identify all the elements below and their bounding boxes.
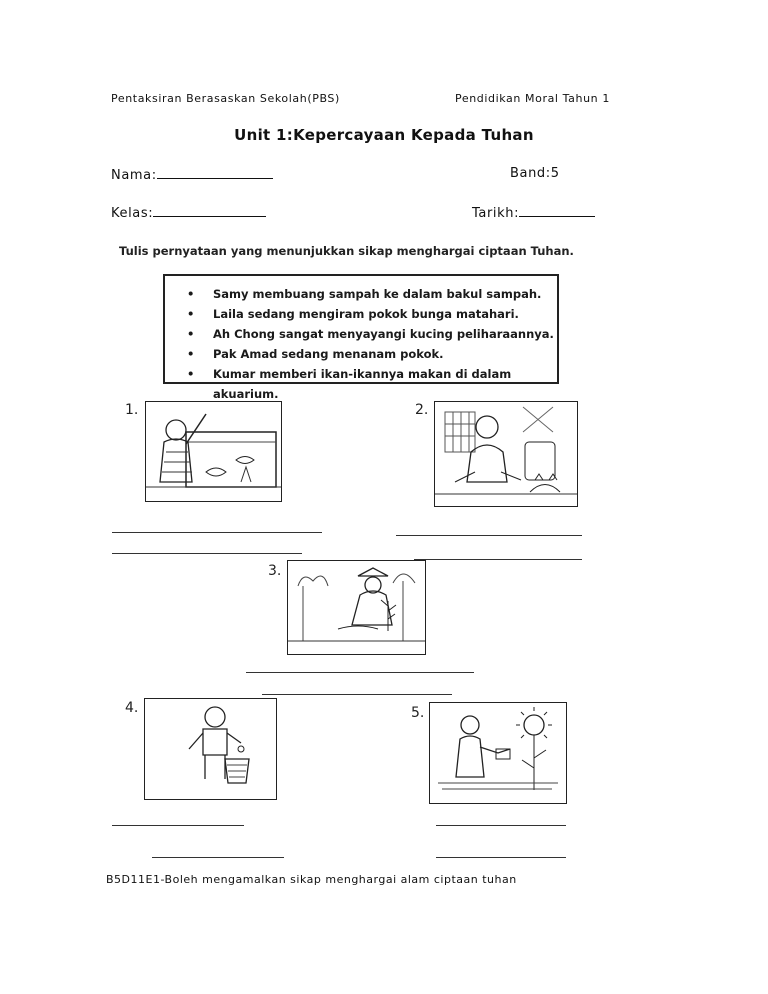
picture-number-1: 1. (125, 402, 139, 418)
tarikh-label: Tarikh: (472, 206, 520, 221)
page-title: Unit 1:Kepercayaan Kepada Tuhan (234, 126, 534, 144)
statement-item: • Laila sedang mengiram pokok bunga matahari. (213, 304, 557, 324)
statement-item: • Samy membuang sampah ke dalam bakul sampah. (213, 284, 557, 304)
statement-item: • Kumar memberi ikan-ikannya makan di dalam akuarium. (213, 364, 557, 404)
tarikh-field[interactable] (472, 204, 595, 221)
statement-box (163, 274, 559, 401)
answer-line-4a[interactable] (112, 825, 244, 826)
instruction: Tulis pernyataan yang menunjukkan sikap menghargai ciptaan Tuhan. (119, 244, 574, 258)
kelas-field[interactable] (111, 204, 266, 221)
kelas-blank[interactable] (153, 204, 266, 217)
girl-watering-sunflower-icon (429, 702, 567, 804)
answer-line-3a[interactable] (246, 672, 474, 673)
picture-number-3: 3. (268, 563, 282, 579)
header-left: Pentaksiran Berasaskan Sekolah(PBS) (111, 92, 340, 105)
planting-tree-icon (287, 560, 426, 655)
statement-item: • Ah Chong sangat menyayangi kucing peliharaannya. (213, 324, 557, 344)
boy-throwing-rubbish-icon (144, 698, 277, 800)
nama-field[interactable] (111, 166, 273, 183)
nama-blank[interactable] (157, 166, 273, 179)
nama-label: Nama: (111, 168, 157, 183)
answer-line-4b[interactable] (152, 857, 284, 858)
picture-number-2: 2. (415, 402, 429, 418)
footer-objective: B5D11E1-Boleh mengamalkan sikap menghargai alam ciptaan tuhan (106, 873, 517, 886)
answer-line-3b[interactable] (262, 694, 452, 695)
tarikh-blank[interactable] (519, 204, 595, 217)
answer-line-2a[interactable] (396, 535, 582, 536)
picture-number-5: 5. (411, 705, 425, 721)
boy-with-cat-icon (434, 401, 578, 507)
band-label: Band:5 (510, 166, 560, 181)
header-right: Pendidikan Moral Tahun 1 (455, 92, 610, 105)
answer-line-1b[interactable] (112, 553, 302, 554)
picture-number-4: 4. (125, 700, 139, 716)
answer-line-1a[interactable] (112, 532, 322, 533)
answer-line-5a[interactable] (436, 825, 566, 826)
aquarium-feeding-icon (145, 401, 282, 502)
kelas-label: Kelas: (111, 206, 154, 221)
statement-item: • Pak Amad sedang menanam pokok. (213, 344, 557, 364)
answer-line-5b[interactable] (436, 857, 566, 858)
statement-list (165, 284, 557, 404)
answer-line-2b[interactable] (414, 559, 582, 560)
